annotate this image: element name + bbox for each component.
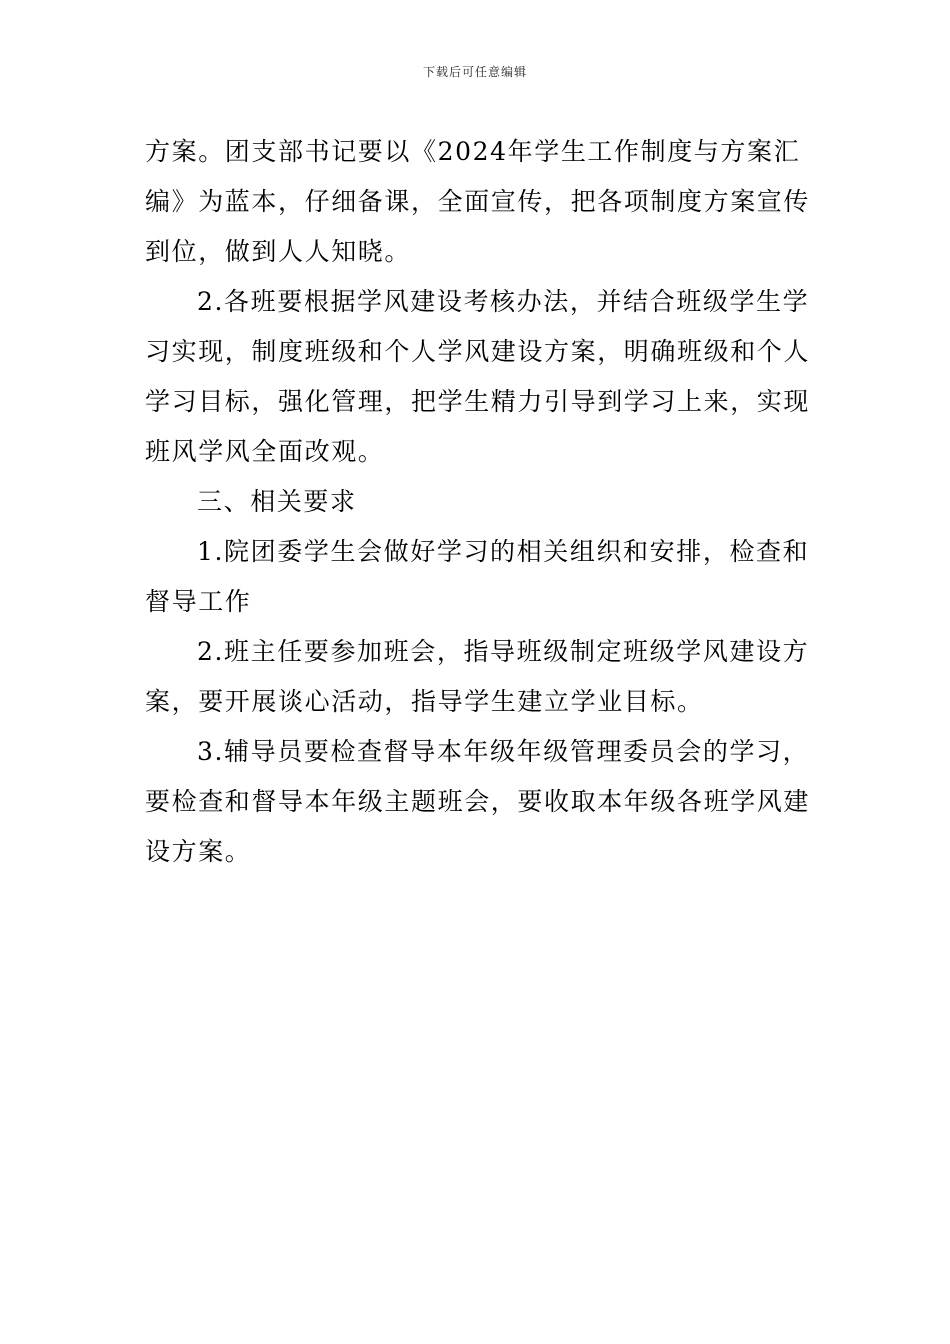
text-line: 督导工作: [145, 587, 252, 616]
text-line: 班风学风全面改观。: [145, 437, 385, 466]
requirement-item-1-line: 1.院团委学生会做好学习的相关组织和安排，检查和: [197, 537, 810, 566]
page-header: 下载后可任意编辑: [422, 65, 527, 79]
text-line: 学习目标，强化管理，把学生精力引导到学习上来，实现: [145, 387, 811, 416]
requirement-item-3-line: 3.辅导员要检查督导本年级年级管理委员会的学习，: [197, 737, 810, 766]
text-line: 编》为蓝本，仔细备课，全面宣传，把各项制度方案宣传: [145, 187, 811, 216]
text-line: 要检查和督导本年级主题班会，要收取本年级各班学风建: [145, 787, 811, 816]
requirement-item-2-line: 2.班主任要参加班会，指导班级制定班级学风建设方: [197, 637, 810, 666]
text-line: 方案。团支部书记要以《2024年学生工作制度与方案汇: [145, 137, 801, 166]
document-body: [145, 127, 811, 877]
paragraph-item-2-line: 2.各班要根据学风建设考核办法，并结合班级学生学: [197, 287, 810, 316]
section-heading: 三、相关要求: [197, 487, 357, 516]
text-line: 到位，做到人人知晓。: [145, 237, 412, 266]
text-line: 案，要开展谈心活动，指导学生建立学业目标。: [145, 687, 704, 716]
text-line: 设方案。: [145, 837, 252, 866]
text-line: 习实现，制度班级和个人学风建设方案，明确班级和个人: [145, 337, 811, 366]
